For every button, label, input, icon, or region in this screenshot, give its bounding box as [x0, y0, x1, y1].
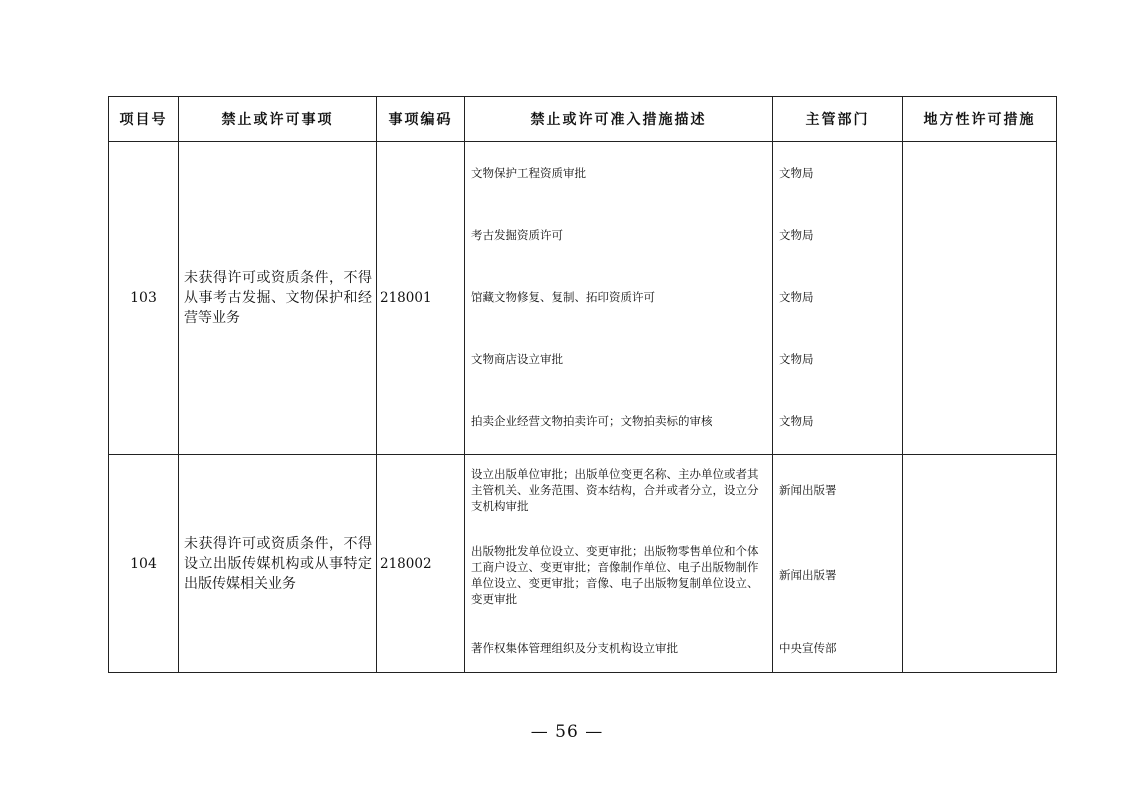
department-text: 新闻出版署	[779, 483, 837, 497]
department-text: 文物局	[779, 228, 814, 242]
permit-table	[108, 96, 1057, 673]
header-item: 禁止或许可事项	[179, 97, 377, 142]
row-item: 未获得许可或资质条件，不得设立出版传媒机构或从事特定出版传媒相关业务	[179, 455, 377, 673]
table-row	[109, 142, 1057, 455]
row-item: 未获得许可或资质条件，不得从事考古发掘、文物保护和经营等业务	[179, 142, 377, 455]
header-item-number: 项目号	[109, 97, 179, 142]
row-number: 103	[109, 142, 179, 455]
measure-text: 文物商店设立审批	[471, 352, 563, 366]
row-local-measures	[903, 142, 1057, 455]
row-code: 218002	[377, 455, 465, 673]
row-measures	[465, 142, 773, 455]
measure-text: 馆藏文物修复、复制、拓印资质许可	[471, 290, 655, 304]
table-row	[109, 455, 1057, 673]
department-text: 中央宣传部	[779, 641, 837, 655]
row-departments	[773, 142, 903, 455]
measure-text: 出版物批发单位设立、变更审批；出版物零售单位和个体工商户设立、变更审批；音像制作单位、电子出版物制作单位设立、变更审批；音像、电子出版物复制单位设立、变更审批	[471, 544, 759, 606]
department-text: 文物局	[779, 352, 814, 366]
page-number: — 56 —	[530, 722, 604, 742]
measure-text: 文物保护工程资质审批	[471, 166, 586, 180]
header-department: 主管部门	[773, 97, 903, 142]
row-local-measures	[903, 455, 1057, 673]
row-measures	[465, 455, 773, 673]
measure-text: 著作权集体管理组织及分支机构设立审批	[471, 641, 678, 655]
header-measures: 禁止或许可准入措施描述	[465, 97, 773, 142]
measure-text: 设立出版单位审批；出版单位变更名称、主办单位或者其主管机关、业务范围、资本结构，合并或者分立，设立分支机构审批	[471, 467, 759, 513]
measure-text: 拍卖企业经营文物拍卖许可；文物拍卖标的审核	[471, 414, 713, 428]
table-header-row	[109, 97, 1057, 142]
department-text: 文物局	[779, 414, 814, 428]
department-text: 文物局	[779, 166, 814, 180]
header-code: 事项编码	[377, 97, 465, 142]
row-code: 218001	[377, 142, 465, 455]
header-local-measures: 地方性许可措施	[903, 97, 1057, 142]
department-text: 新闻出版署	[779, 568, 837, 582]
row-number: 104	[109, 455, 179, 673]
department-text: 文物局	[779, 290, 814, 304]
row-departments	[773, 455, 903, 673]
measure-text: 考古发掘资质许可	[471, 228, 563, 242]
